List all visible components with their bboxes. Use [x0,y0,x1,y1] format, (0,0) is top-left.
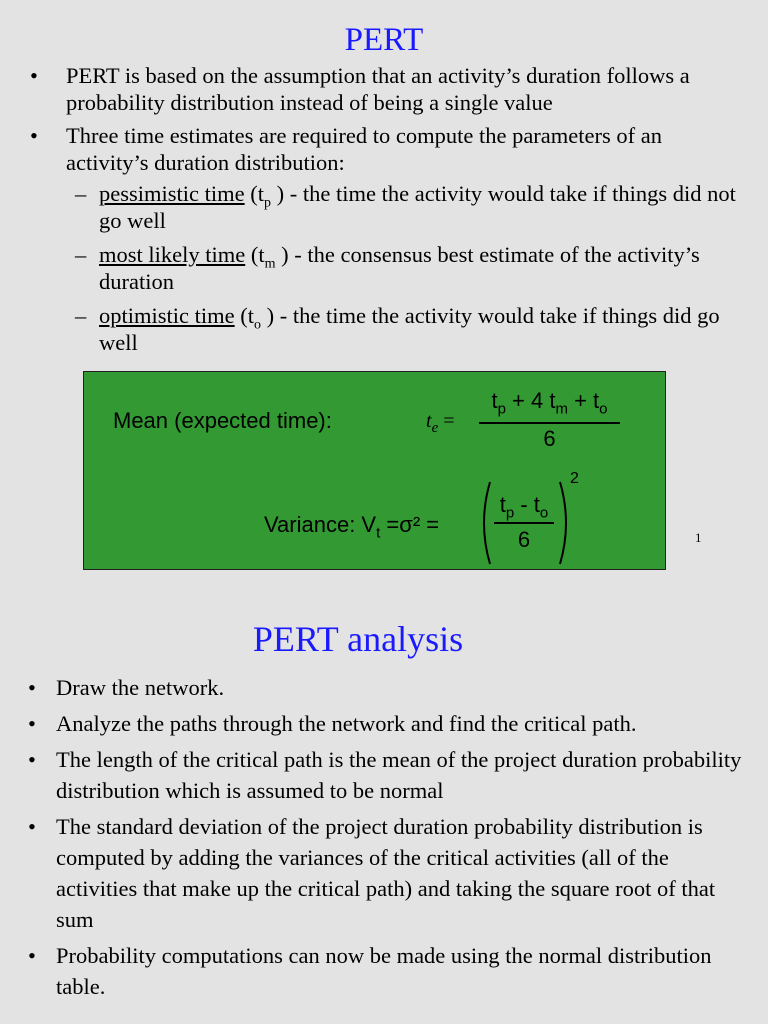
subscript-o: o [254,317,261,333]
subscript-p: p [264,195,271,211]
slide-title-pert-analysis: PERT analysis [252,619,464,659]
paren-open: (t [245,242,265,267]
bullet-critical-path-length: • The length of the critical path is the mean of the project duration probability distribution which is assumed to be normal [28,744,748,806]
variance-numerator: $t_p - t_o$ [499,492,549,522]
bullet-three-estimates [30,122,750,356]
term-most-likely: most likely time [99,242,246,267]
optimistic-desc: ) - the time the activity would take if things did go well [99,303,720,355]
page-number: 1 [695,530,702,545]
paren-open: (t [234,303,254,328]
te-eq: = [438,410,455,432]
variance-sub: t [376,524,381,542]
bullet-standard-deviation: • The standard deviation of the project duration probability distribution is computed by adding the variances of the critical activities (all of the activities that make up the critical path) and taking the square root of that sum [28,811,748,935]
mean-denominator: 6 [543,426,556,451]
te-var: t [426,410,432,432]
variance-eq: =σ² = [380,512,440,537]
paren-open: (t [244,181,264,206]
te-sub: e [431,420,439,436]
variance-denominator: 6 [517,527,531,552]
term-pessimistic: pessimistic time [99,181,245,206]
bullet-assumption: • PERT is based on the assumption that an activity’s duration follows a probability distribution instead of being a single value [30,62,750,116]
te-symbol [426,410,455,436]
mean-label: Mean (expected time): [113,408,332,433]
sub-item-optimistic [66,302,750,356]
pert-analysis-bullet-list [28,672,748,1007]
pessimistic-desc: ) - the time the activity would take if things did not go well [99,181,736,233]
sub-item-most-likely [66,241,750,295]
mean-fraction-line [479,422,620,424]
time-estimates-list [66,180,750,356]
bullet-draw-network: • Draw the network. [28,672,748,703]
variance-exponent: 2 [570,470,579,487]
bullet-three-estimates-text: Three time estimates are required to compute the parameters of an activity’s duration distribution: [66,123,662,175]
term-optimistic: optimistic time [99,303,235,328]
pert-bullet-list [30,62,750,363]
variance-label: Variance: $V_t =\sigma^2$ = [264,512,440,542]
subscript-m: m [264,256,276,272]
sub-item-pessimistic [66,180,750,234]
formula-box [83,371,666,570]
variance-fraction-line [494,522,554,524]
slide-title-pert: PERT [344,22,424,58]
bullet-probability: • Probability computations can now be made using the normal distribution table. [28,940,748,1002]
most-likely-desc: ) - the consensus best estimate of the activity’s duration [99,242,700,294]
mean-numerator: $t_p + 4$ $t_m + t_o$ [491,388,608,418]
bullet-analyze-paths: • Analyze the paths through the network and find the critical path. [28,708,748,739]
